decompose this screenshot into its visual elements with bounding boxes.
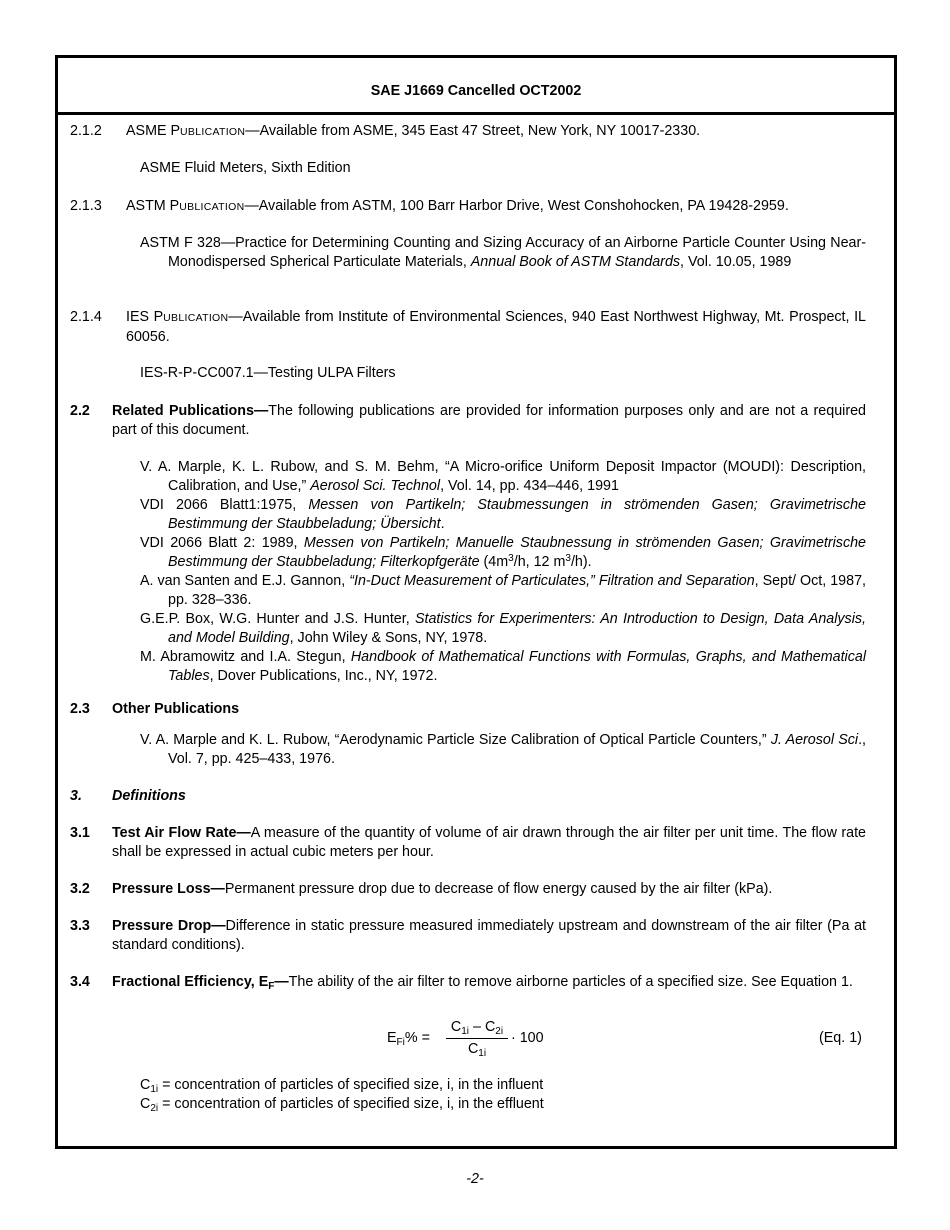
list-item: M. Abramowitz and I.A. Stegun, Handbook of Mathematical Functions with Formulas, Graphs, and Mathematical Tables, Dover Publications, Inc., NY, 1972. [140,649,867,684]
term: Pressure Loss— [112,881,225,897]
definition-3-4: Fractional Efficiency, $E_F—The$ ability of the air filter to remove airborne particles of a specified size. See Equation 1. [112,974,853,992]
list-item: VDI 2066 Blatt1:1975, Messen von Partikeln; Staubmessungen in strömenden Gasen; Gravimetrische Bestimmung der Staubbeladung; Übersicht. [140,497,866,532]
section-title: Definitions [112,788,186,804]
document-title: SAE J1669 Cancelled OCT2002 [370,83,582,99]
section-2-1-3: ASTM PUBLICATION—Available from ASTM, 100 Barr Harbor Drive, West Conshohocken, PA 19428-2959. [126,198,789,214]
page-header [58,58,894,115]
section-title: Related Publications— [112,403,269,419]
list-item: A. van Santen and E.J. Gannon, “In-Duct Measurement of Particulates,” Filtration and Separation, Sept/ Oct, 1987, pp. 328–336. [140,573,867,608]
list-item: VDI 2066 Blatt 2: 1989, Messen von Partikeln; Manuelle Staubnessung in strömenden Gasen; Gravimetrische Bestimmung der Staubbeladung; Filterkopfgeräte ($4m^3/h$, 12 $m^3/h$). [140,535,867,570]
equation-denominator: $C_{1i}$ [467,1041,487,1059]
reference-item: ASTM F 328—Practice for Determining Counting and Sizing Accuracy of an Airborne Particle Counter Using Near-Monodispersed Spherical Particulate Materials, Annual Book of ASTM Standards, Vol. 10.05, 1989 [140,235,866,270]
list-item: V. A. Marple, K. L. Rubow, and S. M. Behm, “A Micro-orifice Uniform Deposit Impactor (MOUDI): Description, Calibration, and Use,” Aerosol Sci. Technol, Vol. 14, pp. 434–446, 1991 [140,459,866,494]
reference-item: IES-R-P-CC007.1—Testing ULPA Filters [140,365,396,381]
section-title: Other Publications [112,701,240,717]
page-number: -2- [466,1171,484,1187]
section-number: 2.1.3 [70,198,102,214]
term: Fractional Efficiency, $E_F—$ [112,974,289,992]
definition-3-3: Pressure Drop—Difference in static pressure measured immediately upstream and downstream of the air filter (Pa at standard conditions). [112,918,866,953]
section-number: 2.2 [70,403,90,419]
section-number: 2.3 [70,701,90,717]
section-number: 3.3 [70,918,90,934]
section-2-1-4: IES PUBLICATION—Available from Institute of Environmental Sciences, 940 East Northwest Highway, Mt. Prospect, IL 60056. [126,309,866,345]
term: Test Air Flow Rate— [112,825,251,841]
definition-3-2: Pressure Loss—Permanent pressure drop due to decrease of flow energy caused by the air filter (kPa). [112,881,773,897]
section-number: 2.1.2 [70,123,102,139]
definition-3-1: Test Air Flow Rate—A measure of the quantity of volume of air drawn through the air filter per unit time. The flow rate shall be expressed in actual cubic meters per hour. [112,825,866,860]
section-2-1-2: ASME PUBLICATION—Available from ASME, 345 East 47 Street, New York, NY 10017-2330. [126,123,701,139]
section-number: 3.2 [70,881,90,897]
section-number: 3. [70,788,82,804]
fraction-bar [446,1038,508,1039]
section-number: 2.1.4 [70,309,102,325]
section-2-2: Related Publications—The following publications are provided for information purposes only and are not a required part of this document. [112,403,866,438]
list-item: $C_{2i}$ = concentration of particles of specified size, i, in the effluent [140,1096,544,1114]
section-number: 3.4 [70,974,90,990]
equation-label: (Eq. 1) [819,1030,862,1046]
reference-item: V. A. Marple and K. L. Rubow, “Aerodynamic Particle Size Calibration of Optical Particle Counters,” J. Aerosol Sci., Vol. 7, pp. 425–433, 1976. [140,732,867,767]
list-item: G.E.P. Box, W.G. Hunter and J.S. Hunter, Statistics for Experimenters: An Introduction to Design, Data Analysis, and Model Building, John Wiley & Sons, NY, 1978. [140,611,866,646]
reference-item: ASME Fluid Meters, Sixth Edition [140,160,351,176]
reference-list [140,458,866,686]
section-number: 3.1 [70,825,90,841]
equation-numerator: $C_{1i} - C_{2i}$ [450,1019,504,1037]
list-item: $C_{1i}$ = concentration of particles of specified size, i, in the influent [140,1077,544,1095]
term: Pressure Drop— [112,918,226,934]
variable-definitions [140,1076,866,1114]
equation-multiplier: · 100 [511,1030,544,1046]
equation-lhs: $E_{Fi}\%$ = [387,1030,430,1048]
